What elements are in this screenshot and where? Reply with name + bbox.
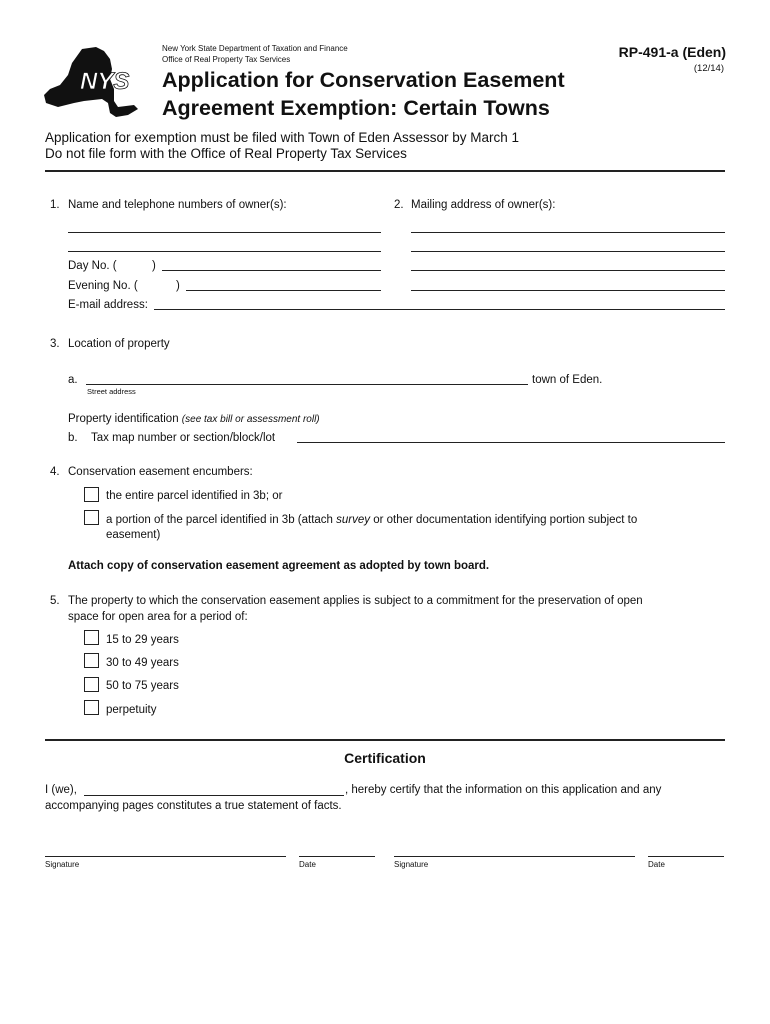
period-30-49-label: 30 to 49 years xyxy=(106,657,179,669)
town-of-eden-suffix: town of Eden. xyxy=(532,374,603,386)
certification-title: Certification xyxy=(344,750,426,766)
certification-divider xyxy=(45,739,725,741)
attach-note: Attach copy of conservation easement agreement as adopted by town board. xyxy=(68,560,490,572)
mailing-address-line-1[interactable] xyxy=(411,232,725,233)
section5-line-2: space for open area for a period of: xyxy=(68,611,248,623)
portion-parcel-label xyxy=(106,514,637,526)
signature-2-label: Signature xyxy=(394,860,429,869)
owner-name-line-1[interactable] xyxy=(68,232,381,233)
period-15-29-label: 15 to 29 years xyxy=(106,634,179,646)
portion-parcel-label-cont: easement) xyxy=(106,529,161,541)
period-15-29-checkbox[interactable] xyxy=(84,630,99,645)
instruction-line-1: Application for exemption must be filed with Town of Eden Assessor by March 1 xyxy=(45,130,519,145)
date-2-label: Date xyxy=(648,860,665,869)
title-line-1: Application for Conservation Easement xyxy=(162,68,565,92)
property-id-label xyxy=(68,413,320,425)
entire-parcel-checkbox[interactable] xyxy=(84,487,99,502)
portion-parcel-text-a: a portion of the parcel identified in 3b (attach xyxy=(106,514,333,526)
section5-number: 5. xyxy=(50,595,60,607)
evening-phone-line[interactable] xyxy=(186,290,381,291)
section4-label: Conservation easement encumbers: xyxy=(68,466,253,478)
section3b-label: b. xyxy=(68,432,78,444)
evening-phone-label: Evening No. ( xyxy=(68,280,138,292)
period-perpetuity-label: perpetuity xyxy=(106,704,157,716)
date-1-line[interactable] xyxy=(299,856,375,857)
day-phone-label: Day No. ( xyxy=(68,260,117,272)
email-label: E-mail address: xyxy=(68,299,148,311)
nys-logo xyxy=(44,45,140,125)
portion-parcel-text-b: or other documentation identifying portion subject to xyxy=(373,514,638,526)
instruction-line-2: Do not file form with the Office of Real Property Tax Services xyxy=(45,146,407,161)
section5-line-1: The property to which the conservation easement applies is subject to a commitment for the preservation of open xyxy=(68,595,643,607)
portion-parcel-survey: survey xyxy=(336,514,371,526)
street-address-caption: Street address xyxy=(87,387,136,396)
evening-phone-close: ) xyxy=(176,280,180,292)
day-phone-line[interactable] xyxy=(162,270,381,271)
period-50-75-label: 50 to 75 years xyxy=(106,680,179,692)
certify-text-after: , hereby certify that the information on this application and any xyxy=(345,784,662,796)
section1-number: 1. xyxy=(50,199,60,211)
agency-line-1: New York State Department of Taxation and Finance xyxy=(162,44,348,53)
signature-1-label: Signature xyxy=(45,860,80,869)
date-1-label: Date xyxy=(299,860,316,869)
email-line[interactable] xyxy=(154,309,725,310)
certify-name-line[interactable] xyxy=(84,795,344,796)
agency-line-2: Office of Real Property Tax Services xyxy=(162,55,291,64)
title-line-2: Agreement Exemption: Certain Towns xyxy=(162,96,550,120)
section2-number: 2. xyxy=(394,199,404,211)
mailing-address-line-3[interactable] xyxy=(411,270,725,271)
date-2-line[interactable] xyxy=(648,856,724,857)
section2-label: Mailing address of owner(s): xyxy=(411,199,556,211)
tax-map-line[interactable] xyxy=(297,442,725,443)
property-id-hint: (see tax bill or assessment roll) xyxy=(181,414,320,425)
period-50-75-checkbox[interactable] xyxy=(84,677,99,692)
section3-number: 3. xyxy=(50,338,60,350)
day-phone-close: ) xyxy=(152,260,156,272)
certify-we-label: I (we), xyxy=(45,784,77,796)
section3a-label: a. xyxy=(68,374,78,386)
form-number: RP-491-a (Eden) xyxy=(618,44,726,60)
mailing-address-line-2[interactable] xyxy=(411,251,725,252)
property-id-label-text: Property identification xyxy=(68,413,179,425)
form-date: (12/14) xyxy=(693,63,724,74)
logo-text: NYS xyxy=(80,68,130,95)
entire-parcel-label: the entire parcel identified in 3b; or xyxy=(106,490,283,502)
signature-1-line[interactable] xyxy=(45,856,286,857)
mailing-address-line-4[interactable] xyxy=(411,290,725,291)
period-30-49-checkbox[interactable] xyxy=(84,653,99,668)
period-perpetuity-checkbox[interactable] xyxy=(84,700,99,715)
section1-label: Name and telephone numbers of owner(s): xyxy=(68,199,287,211)
certify-text-line-2: accompanying pages constitutes a true statement of facts. xyxy=(45,800,342,812)
tax-map-label: Tax map number or section/block/lot xyxy=(91,432,276,444)
header-divider xyxy=(45,170,725,172)
portion-parcel-checkbox[interactable] xyxy=(84,510,99,525)
owner-name-line-2[interactable] xyxy=(68,251,381,252)
section4-number: 4. xyxy=(50,466,60,478)
signature-2-line[interactable] xyxy=(394,856,635,857)
section3-label: Location of property xyxy=(68,338,170,350)
street-address-line[interactable] xyxy=(86,384,528,385)
